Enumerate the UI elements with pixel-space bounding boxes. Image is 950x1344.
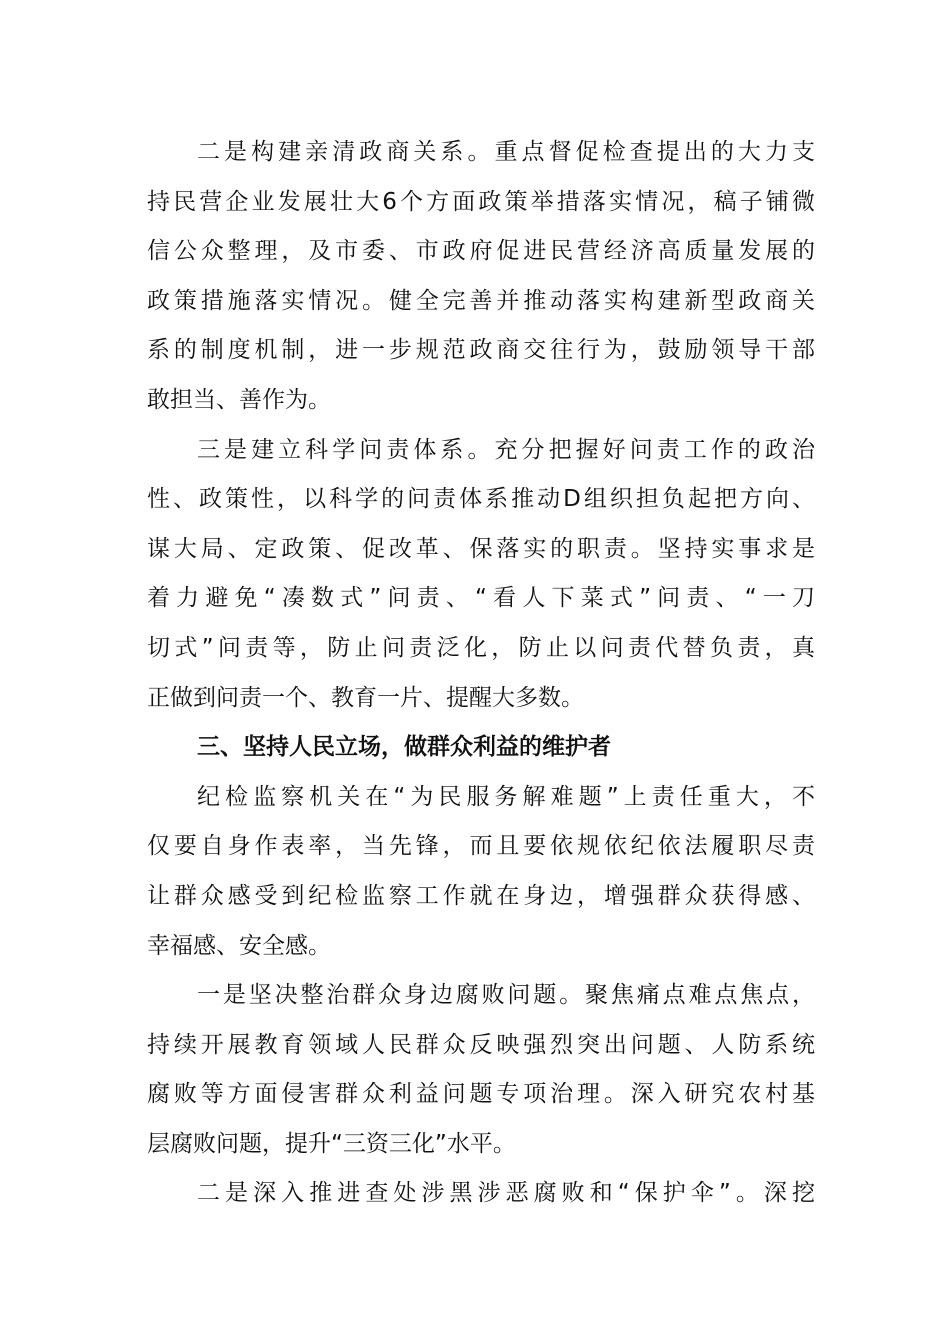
text-line: 性、政策性，以科学的问责体系推动D组织担负起把方向、 [147, 486, 815, 513]
text-line: 信公众整理，及市委、市政府促进民营经济高质量发展的 [147, 238, 815, 265]
text-line: 仅要自身作表率，当先锋，而且要依规依纪依法履职尽责 [147, 833, 815, 860]
text-line: 让群众感受到纪检监察工作就在身边，增强群众获得感、 [147, 882, 815, 909]
text-line: 切式”问责等，防止问责泛化，防止以问责代替负责，真 [147, 634, 815, 661]
text-line: 腐败等方面侵害群众利益问题专项治理。深入研究农村基 [147, 1081, 815, 1108]
document-body [147, 128, 815, 1219]
paragraph-political-business-relations [147, 128, 815, 426]
section-heading [147, 723, 815, 773]
text-line: 政策措施落实情况。健全完善并推动落实构建新型政商关 [147, 287, 815, 314]
section-heading-text: 三、坚持人民立场，做群众利益的维护者 [197, 734, 611, 761]
text-line: 持民营企业发展壮大6个方面政策举措落实情况，稿子铺微 [147, 188, 815, 215]
text-line: 层腐败问题，提升“三资三化”水平。 [147, 1130, 516, 1157]
text-line: 幸福感、安全感。 [147, 932, 331, 959]
paragraph-serving-people [147, 773, 815, 971]
text-line: 敢担当、善作为。 [147, 386, 331, 413]
paragraph-corruption-rectification [147, 971, 815, 1169]
text-line: 二是构建亲清政商关系。重点督促检查提出的大力支 [197, 139, 815, 165]
text-line: 二是深入推进查处涉黑涉恶腐败和“保护伞”。深挖 [197, 1180, 815, 1207]
paragraph-protective-umbrella [147, 1169, 815, 1219]
text-line: 一是坚决整治群众身边腐败问题。聚焦痛点难点焦点， [197, 982, 815, 1009]
text-line: 着力避免“凑数式”问责、“看人下菜式”问责、“一刀 [147, 585, 815, 612]
text-line: 三是建立科学问责体系。充分把握好问责工作的政治 [197, 436, 815, 463]
text-line: 正做到问责一个、教育一片、提醒大多数。 [147, 684, 584, 711]
text-line: 持续开展教育领域人民群众反映强烈突出问题、人防系统 [147, 1031, 815, 1058]
paragraph-accountability-system [147, 426, 815, 724]
text-line: 纪检监察机关在“为民服务解难题”上责任重大，不 [197, 783, 815, 810]
text-line: 谋大局、定政策、促改革、保落实的职责。坚持实事求是 [147, 535, 815, 562]
text-line: 系的制度机制，进一步规范政商交往行为，鼓励领导干部 [147, 337, 815, 364]
